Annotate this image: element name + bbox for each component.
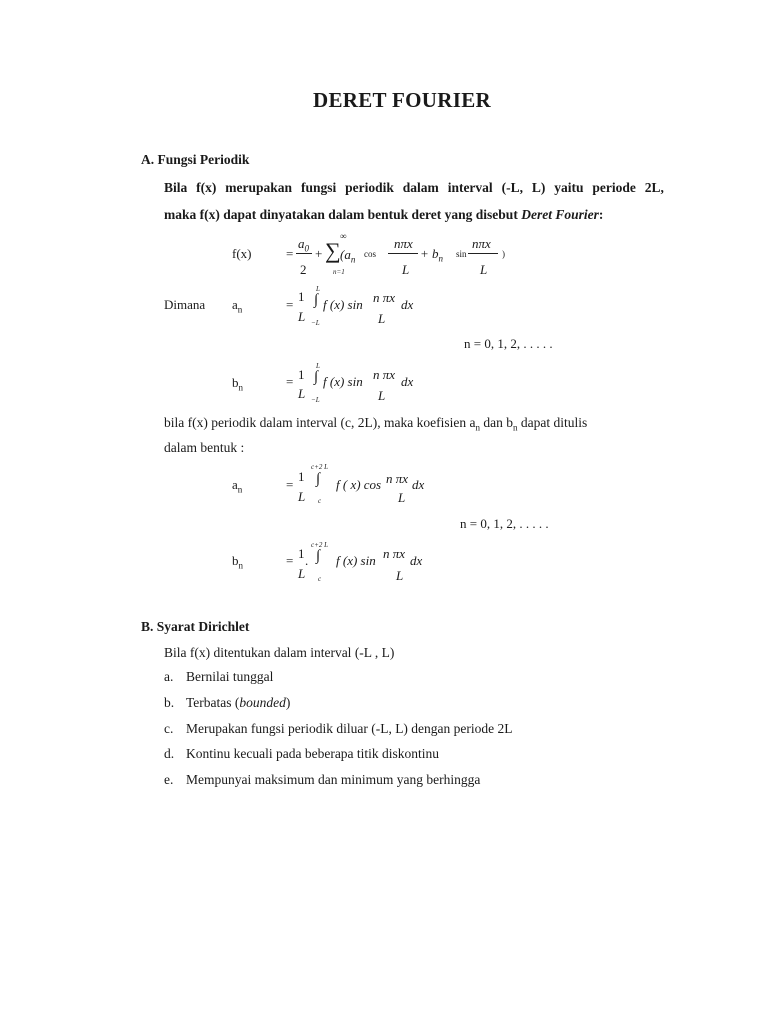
list-item-text: Kontinu kecuali pada beberapa titik diskontinu xyxy=(186,746,440,761)
bn-int-lower: −L xyxy=(311,396,320,404)
sin-numerator: nπx xyxy=(472,236,491,251)
section-b-intro: Bila f(x) ditentukan dalam interval (-L , L) xyxy=(164,645,395,660)
an-c-L: L xyxy=(298,489,306,504)
bn-c-L: L xyxy=(298,566,306,581)
a0-symbol: $a_0$ xyxy=(298,236,309,254)
an-c-int-upper: c+2 L xyxy=(311,463,328,471)
bn-npix: n πx xyxy=(373,367,396,382)
n-range-1: n = 0, 1, 2, . . . . . xyxy=(464,336,553,351)
an-int-lower: −L xyxy=(311,319,320,327)
series-close-paren: ) xyxy=(502,249,505,259)
bn-equals: = xyxy=(286,374,294,389)
an-c-integral: ∫ xyxy=(316,471,321,487)
dimana-label: Dimana xyxy=(164,297,206,312)
section-a-heading: A. Fungsi Periodik xyxy=(141,152,250,167)
list-item xyxy=(164,669,273,685)
list-item-label: d. xyxy=(164,746,175,761)
series-an: ($a_n$ xyxy=(340,247,356,265)
bn-L: L xyxy=(298,386,306,401)
bn-c-int-upper: c+2 L xyxy=(311,541,328,549)
an-c-integrand: f ( x) cos xyxy=(336,477,382,492)
bn-c-npix: n πx xyxy=(383,546,406,561)
an-integral: ∫ xyxy=(314,292,319,308)
bn-c-one: 1 xyxy=(298,546,305,561)
sigma-lower: n=1 xyxy=(333,268,345,276)
bn-int-upper: L xyxy=(316,362,320,370)
series-cos: cos xyxy=(364,249,376,259)
an-label: $a_n$ xyxy=(232,297,243,315)
bn-dx: dx xyxy=(401,374,414,389)
bn-integrand: f (x) sin xyxy=(323,374,363,389)
bn-c-dx: dx xyxy=(410,553,423,568)
an-c-equals: = xyxy=(286,477,294,492)
list-item-label: b. xyxy=(164,695,175,710)
list-item-text: Merupakan fungsi periodik diluar (-L, L) dengan periode 2L xyxy=(186,721,513,736)
an-c-int-lower: c xyxy=(318,497,322,505)
n-range-2: n = 0, 1, 2, . . . . . xyxy=(460,516,549,531)
section-a-line1: Bila f(x) merupakan fungsi periodik dalam interval (-L, L) yaitu periode 2L, xyxy=(164,180,664,195)
sigma-symbol: ∑ xyxy=(325,238,341,263)
list-item-text: Terbatas (bounded) xyxy=(186,695,291,710)
list-item-text: Mempunyai maksimum dan minimum yang berhingga xyxy=(186,772,481,787)
dalam-bentuk: dalam bentuk : xyxy=(164,440,245,455)
series-bn: + $b_n$ xyxy=(420,246,444,264)
bn-c-int-lower: c xyxy=(318,575,322,583)
bn-c-denominator: L xyxy=(396,568,404,583)
series-lhs: f(x) xyxy=(232,246,252,261)
sigma-upper: ∞ xyxy=(340,231,347,241)
section-a-line2: maka f(x) dapat dinyatakan dalam bentuk deret yang disebut Deret Fourier: xyxy=(164,207,604,222)
an-equals: = xyxy=(286,297,294,312)
list-item-label: c. xyxy=(164,721,174,736)
an-c-npix: n πx xyxy=(386,471,409,486)
series-equals: = xyxy=(286,246,294,261)
an-integrand: f (x) sin xyxy=(323,297,363,312)
bn-label: $b_n$ xyxy=(232,375,243,393)
series-two: 2 xyxy=(300,262,307,277)
a0-fraction-line xyxy=(296,253,312,254)
bn-c-integrand: f (x) sin xyxy=(336,553,376,568)
list-item xyxy=(164,772,480,788)
bn-c-label: $b_n$ xyxy=(232,553,243,571)
section-b-heading: B. Syarat Dirichlet xyxy=(141,619,250,634)
sin-denominator: L xyxy=(480,262,488,277)
list-item xyxy=(164,695,290,711)
bn-c-integral: ∫ xyxy=(316,548,321,564)
list-item xyxy=(164,721,513,737)
list-item-text: Bernilai tunggal xyxy=(186,669,274,684)
list-item-label: e. xyxy=(164,772,174,787)
an-L: L xyxy=(298,309,306,324)
list-item-label: a. xyxy=(164,669,174,684)
an-c-dx: dx xyxy=(412,477,425,492)
cos-denominator: L xyxy=(402,262,410,277)
an-c-denominator: L xyxy=(398,490,406,505)
list-item xyxy=(164,746,439,762)
an-denominator: L xyxy=(378,311,386,326)
an-one: 1 xyxy=(298,289,305,304)
an-c-label: $a_n$ xyxy=(232,477,243,495)
interval-c-paragraph: bila f(x) periodik dalam interval (c, 2L), maka koefisien $a_n$ dan $b_n$ dapat ditulis xyxy=(164,415,588,433)
bn-c-equals: = xyxy=(286,553,294,568)
an-int-upper: L xyxy=(316,285,320,293)
an-npix: n πx xyxy=(373,290,396,305)
bn-denominator: L xyxy=(378,388,386,403)
bn-one: 1 xyxy=(298,367,305,382)
series-sin: sin xyxy=(456,249,467,259)
bn-integral: ∫ xyxy=(314,369,319,385)
bn-c-dot: . xyxy=(305,553,309,568)
sin-fraction-line xyxy=(468,253,498,254)
cos-fraction-line xyxy=(388,253,418,254)
series-plus: + xyxy=(315,246,323,261)
an-dx: dx xyxy=(401,297,414,312)
page-title: DERET FOURIER xyxy=(313,88,491,112)
an-c-one: 1 xyxy=(298,469,305,484)
cos-numerator: nπx xyxy=(394,236,413,251)
